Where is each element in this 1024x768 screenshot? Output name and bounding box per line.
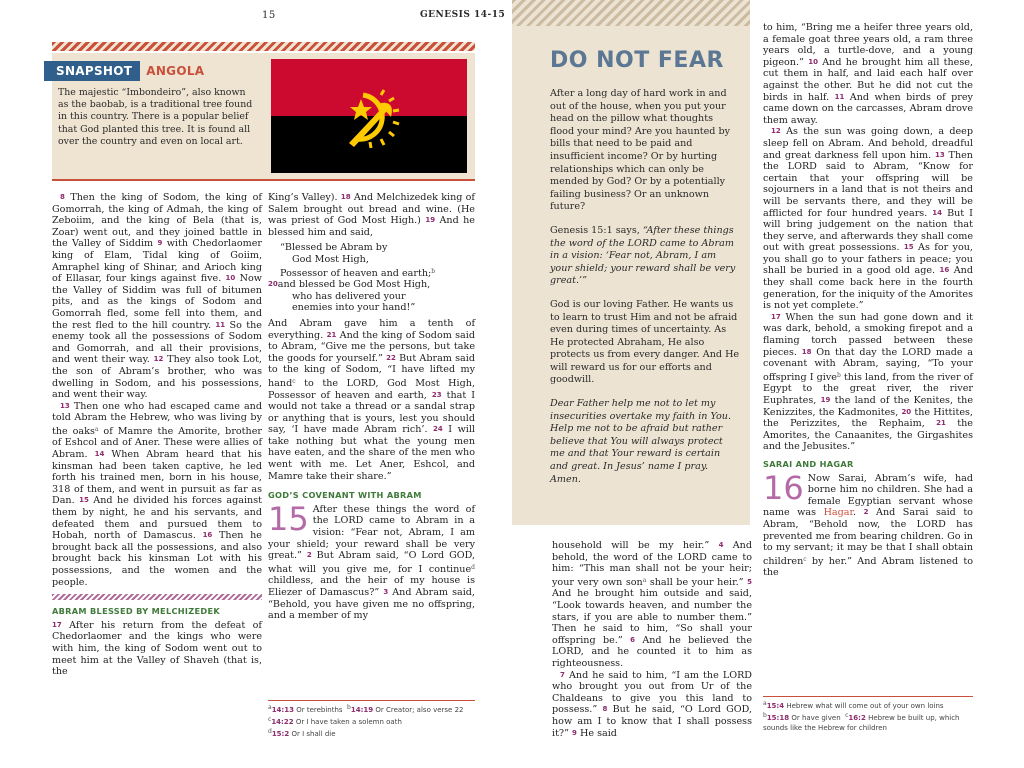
verse-text: that I would not take a thread or a sandal strap or anything that is yours, lest you should say, ‘I have made Abram rich’. xyxy=(268,389,475,436)
verse-text: the Hittites, the Perizzites, the Rephaim, xyxy=(763,406,973,430)
running-head-book: GENESIS 14-15 xyxy=(420,10,506,20)
footnote-key: 14:22 xyxy=(271,718,294,726)
verse-number: 12 xyxy=(153,355,164,364)
footnote-text: Or I have taken a solemn oath xyxy=(295,718,402,726)
snapshot-text: The majestic “Imbondeiro”, also known as the baobab, is a traditional tree found in this country. There is a popular belief that God planted this tree. It is found all over the country and even on local art. xyxy=(58,87,253,147)
verse-text: Then the LORD said to Abram, “Know for certain that your offspring will be sojourners in a land that is not theirs and will be servants there, and they will be afflicted for four hundred years. xyxy=(763,149,973,219)
chapter-number: 16 xyxy=(763,468,804,507)
verse-text: . xyxy=(853,507,857,519)
verse-text: And Abram said, “Behold, you have given me no offspring, and a member of my xyxy=(268,587,475,622)
verse-text: household will be my heir.” xyxy=(552,540,710,551)
verse-number: 17 xyxy=(771,312,781,321)
footnote-key: 15:2 xyxy=(271,730,290,738)
verse-text: But I will bring judgement on the nation that they serve, and afterwards they shall come out with great possessions. xyxy=(763,207,973,254)
verse-text: But Abram said, “O Lord GOD, what will you give me, for I continue xyxy=(268,550,476,575)
verse-number: 21 xyxy=(936,419,946,428)
page-number: 15 xyxy=(262,10,276,21)
verse-number: 12 xyxy=(771,127,781,136)
verse-number: 6 xyxy=(630,635,635,644)
prayer-text: Dear Father help me not to let my insecurities overtake my faith in You. Help me not to be afraid but rather believe that You will always protect me and that Your reward is certain and great. In Jesus’ name I pray. Amen. xyxy=(550,398,731,485)
verse-number: 19 xyxy=(820,396,831,404)
footnote xyxy=(268,727,475,739)
snapshot-country: ANGOLA xyxy=(146,64,205,78)
poem-line xyxy=(268,279,475,291)
verse-text: Now the Valley of Siddim was full of bitumen pits, and as the kings of Sodom and Gomorrah fled, some fell into them, and the rest fled to the hill country. xyxy=(52,273,262,331)
poetry-block xyxy=(268,242,475,314)
verse-number: 2 xyxy=(863,508,869,517)
verse-text: They also took Lot, the son of Abram’s brother, who was dwelling in Sodom, and his possessions, and went their way. xyxy=(52,354,262,401)
verse-text: And when birds of prey came down on the carcasses, Abram drove them away. xyxy=(763,91,973,126)
poem-line-text: and blessed be God Most High, xyxy=(277,279,431,291)
poem-line: “Blessed be Abram by xyxy=(280,242,388,254)
verse-text: As the sun was going down, a deep sleep fell on Abram. And behold, dreadful and great darkness fell upon him. xyxy=(763,126,973,161)
footnotes-left xyxy=(268,700,475,739)
devotional-prayer xyxy=(550,398,740,486)
verse-text: And he said to him, “I am the LORD who brought you out from Ur of the Chaldeans to give you this land to possess.” xyxy=(552,669,752,716)
devotional-paragraph: God is our loving Father. He wants us to learn to trust Him and not be afraid even during times of uncertainty. As He protected Abraham, He also protects us from every danger. And He will reward us for our efforts and goodwill. xyxy=(550,298,740,386)
devotional-paragraph: After a long day of hard work in and out of the house, when you put your head on the pillow what thoughts flood your mind? Are you haunted by bills that need to be paid and insufficient income? Or by hurting relationships which can only be mended by God? Or by a potentially failing business? Or an unknown future? xyxy=(550,88,731,213)
footnote-mark: c xyxy=(803,555,807,563)
verse-number: 4 xyxy=(718,541,724,549)
verse-text: After his return from the defeat of Chedorlaomer and the kings who were with him, the king of Sodom went out to meet him at the Valley of Shaveh (that is, the xyxy=(52,619,262,678)
verse-number: 18 xyxy=(801,347,812,356)
section-heading-melchizedek: ABRAM BLESSED BY MELCHIZEDEK xyxy=(52,606,221,617)
footnote-text: Or terebinths xyxy=(296,706,343,714)
verse-number: 20 xyxy=(901,407,912,416)
verse-number: 20 xyxy=(268,280,278,289)
highlighted-name: Hagar xyxy=(823,507,854,519)
verse-number: 16 xyxy=(939,266,950,275)
verse-text: And he believed the LORD, and he counted it to him as righteousness. xyxy=(552,634,752,669)
verse-text: And behold, the word of the LORD came to him: “This man shall not be your heir; your very own son xyxy=(552,540,752,588)
verse-number: 17 xyxy=(52,620,62,629)
verse-text: And he brought him outside and said, “Look towards heaven, and number the stars, if you are able to number them.” Then he said to him, “So shall your offspring be.” xyxy=(552,588,752,646)
verse-number: 14 xyxy=(94,450,105,459)
devotional-title: DO NOT FEAR xyxy=(550,48,724,73)
devotional-body xyxy=(550,88,740,497)
verse-number: 13 xyxy=(60,401,70,410)
verse-text: After these things the word of the LORD came to Abram in a vision: “Fear not, Abram, I am your shield; your reward shall be very great.” xyxy=(268,503,475,562)
verse-text: with Chedorlaomer king of Elam, Tidal king of Goiim, Amraphel king of Shinar, and Arioch king of Ellasar, four kings against five. xyxy=(52,238,262,285)
footnote-text: Hebrew be built up, which sounds like the Hebrew for children xyxy=(763,714,960,732)
poem-line: who has delivered your xyxy=(292,290,406,302)
verse-text: And he brought him all these, cut them in half, and laid each half over against the other. But he did not cut the birds in half. xyxy=(763,56,973,103)
verse-number: 14 xyxy=(932,208,943,217)
verse-number: 9 xyxy=(157,239,163,248)
verse-text: King’s Valley). xyxy=(268,192,338,203)
footnote-text: Or Creator; also verse 22 xyxy=(375,706,464,714)
footnote-key: 15:18 xyxy=(766,714,790,722)
verse-number: 16 xyxy=(202,531,213,540)
verse-text: Then he brought back all the possessions, and also brought back his kinsman Lot with his possessions, and the women and the people. xyxy=(52,530,262,588)
footnote-text: Hebrew what will come out of your own loins xyxy=(786,702,944,710)
verse-number: 23 xyxy=(431,390,442,399)
scripture-quote: “After these things the word of the LORD came to Abram in a vision: ‘Fear not, Abram, I am your shield; your reward shall be very great.’” xyxy=(550,224,736,287)
verse-text: to the LORD, God Most High, Possessor of heaven and earth, xyxy=(268,377,475,401)
text-column-left-2 xyxy=(268,192,475,622)
verse-number: 5 xyxy=(747,577,752,586)
footnote xyxy=(268,703,475,715)
verse-text: by her.” And Abram listened to the xyxy=(763,555,973,579)
footnotes-right xyxy=(763,696,973,733)
snapshot-box xyxy=(52,53,475,181)
snapshot-label: SNAPSHOT xyxy=(44,61,140,81)
footnote-key: 16:2 xyxy=(848,714,866,722)
verse-text: this land, from the river of Egypt to the great river, the river Euphrates, xyxy=(763,371,973,406)
footnote xyxy=(763,699,973,711)
verse-number: 22 xyxy=(386,353,396,362)
footnote-mark: d xyxy=(471,563,475,571)
verse-number: 10 xyxy=(808,57,818,66)
verse-text: When Abram heard that his kinsman had been taken captive, he led forth his trained men, born in his house, 318 of them, and went in pursuit as far as Dan. xyxy=(52,449,262,507)
verse-text: When the sun had gone down and it was dark, behold, a smoking firepot and a flaming torch passed between these pieces. xyxy=(763,311,973,358)
footnote-mark: c xyxy=(292,377,296,385)
verse-number: 21 xyxy=(326,330,337,339)
footnote-mark: a xyxy=(763,700,767,707)
verse-text: On that day the LORD made a covenant with Abram, saying, “To your offspring I give xyxy=(763,346,973,383)
footnote-mark: b xyxy=(763,712,767,719)
footnote-mark: a xyxy=(94,425,99,433)
footnote-key: 15:4 xyxy=(766,702,785,710)
verse-text: of Mamre the Amorite, brother of Eshcol and of Aner. These were allies of Abram. xyxy=(52,425,262,461)
verse-number: 24 xyxy=(433,425,443,434)
decorative-zigzag-bar xyxy=(512,0,750,26)
verse-text: And Melchizedek king of Salem brought out bread and wine. (He was priest of God Most High.) xyxy=(268,192,475,227)
verse-text: And he divided his forces against them by night, he and his servants, and defeated them and pursued them to Hobah, north of Damascus. xyxy=(52,495,262,542)
verse-text: But Abram said to the king of Sodom, “I have lifted my hand xyxy=(268,352,475,389)
footnote-mark: a xyxy=(642,576,647,584)
verse-text: And Sarai said to Abram, “Behold now, the LORD has prevented me from bearing children. Go in to my servant; it may be that I shall obtain children xyxy=(763,507,973,567)
footnote-mark: c xyxy=(845,712,849,719)
verse-number: 8 xyxy=(60,193,65,201)
footnote xyxy=(268,715,475,727)
section-heading-covenant: GOD’S COVENANT WITH ABRAM xyxy=(268,490,422,501)
verse-text: And the king of Sodom said to Abram, “Give me the persons, but take the goods for yourself.” xyxy=(268,329,475,364)
poem-line: enemies into your hand!” xyxy=(292,302,416,314)
angola-flag-image xyxy=(271,59,467,173)
verse-number: 9 xyxy=(572,728,577,737)
verse-text: As for you, you shall go to your fathers in peace; you shall be buried in a good old age. xyxy=(763,242,973,277)
verse-text: So the enemy took all the possessions of Sodom and Gomorrah, and all their provisions, and went their way. xyxy=(52,319,262,366)
verse-number: 13 xyxy=(934,150,945,159)
verse-number: 19 xyxy=(425,216,436,225)
verse-text: And they shall come back here in the fourth generation, for the iniquity of the Amorites is not yet complete.” xyxy=(763,265,973,312)
verse-text: the land of the Kenites, the Kenizzites, the Kadmonites, xyxy=(763,395,973,418)
footnote-mark: d xyxy=(268,728,272,735)
footnote xyxy=(763,711,973,733)
verse-number: 11 xyxy=(215,320,226,329)
verse-number: 10 xyxy=(225,274,236,283)
verse-number: 8 xyxy=(602,705,608,714)
devotional-sidebar xyxy=(512,0,750,525)
verse-text: to him, “Bring me a heifer three years old, a female goat three years old, a ram three years old, a turtle-dove, and a young pigeon.” xyxy=(763,22,973,68)
footnote-mark: a xyxy=(268,704,272,711)
verse-text: And Abram gave him a tenth of everything. xyxy=(268,317,475,341)
footnote-key: 14:19 xyxy=(350,706,374,714)
verse-text: But he said, “O Lord GOD, how am I to know that I shall possess it?” xyxy=(552,704,752,739)
snapshot-tab xyxy=(44,61,204,81)
poem-line-text: Possessor of heaven and earth; xyxy=(280,267,432,279)
verse-number: 3 xyxy=(383,588,389,596)
section-divider xyxy=(52,594,262,600)
chapter-number: 15 xyxy=(268,499,309,538)
section-heading-sarai-hagar: SARAI AND HAGAR xyxy=(763,458,854,469)
text-column-left-1 xyxy=(52,192,262,678)
poem-line xyxy=(268,266,475,280)
footnote-mark: b xyxy=(347,704,351,711)
verse-number: 18 xyxy=(340,193,351,201)
verse-number: 15 xyxy=(903,243,914,252)
scripture-reference: Genesis 15:1 says, xyxy=(550,224,643,236)
verse-number: 2 xyxy=(306,551,312,560)
footnote-mark: c xyxy=(268,716,272,723)
verse-text: Now Sarai, Abram’s wife, had borne him no children. She had a female Egyptian servant whose name was xyxy=(763,472,973,519)
verse-number: 7 xyxy=(560,670,565,679)
text-column-right-2 xyxy=(763,22,973,579)
verse-text: I will take nothing but what the young men have eaten, and the share of the men who went with me. Let Aner, Eshcol, and Mamre take their share.” xyxy=(268,424,475,482)
verse-number: 15 xyxy=(79,496,89,505)
footnote-text: Or I shall die xyxy=(291,730,336,738)
poem-line: God Most High, xyxy=(292,253,369,265)
verse-text: the Amorites, the Canaanites, the Girgashites and the Jebusites.” xyxy=(763,418,973,453)
verse-text: shall be your heir.” xyxy=(649,576,744,588)
verse-text: Then one who had escaped came and told Abram the Hebrew, who was living by the oaks xyxy=(52,400,262,437)
footnote-mark: b xyxy=(431,267,436,275)
footnote-text: Or have given xyxy=(791,714,841,722)
footnote-key: 14:13 xyxy=(271,706,294,714)
decorative-zigzag-bar xyxy=(52,42,475,51)
verse-text: And he blessed him and said, xyxy=(268,215,475,238)
text-column-right-1 xyxy=(552,540,752,739)
verse-number: 11 xyxy=(834,92,845,101)
footnote-mark: b xyxy=(836,371,841,379)
verse-text: He said xyxy=(579,727,617,739)
verse-text: Then the king of Sodom, the king of Gomorrah, the king of Admah, the king of Zeboiim, and the king of Bela (that is, Zoar) went out, and they joined battle in the Valley of Siddim xyxy=(52,192,262,250)
verse-text: childless, and the heir of my house is Eliezer of Damascus?” xyxy=(268,575,475,598)
devotional-paragraph xyxy=(550,225,740,288)
